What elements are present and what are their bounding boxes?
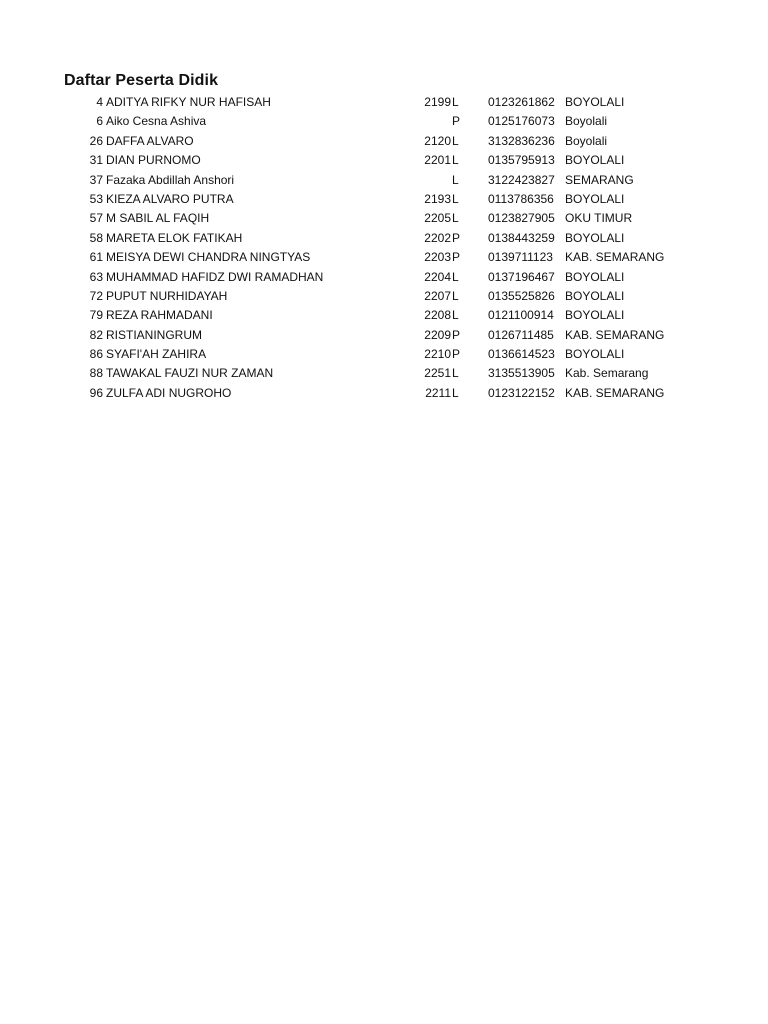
student-nisn: 3122423827: [488, 172, 555, 187]
student-nisn: 0123827905: [488, 211, 555, 226]
student-city: KAB. SEMARANG: [565, 250, 665, 265]
student-nis: 2209: [424, 327, 451, 342]
student-name: SYAFI'AH ZAHIRA: [106, 347, 207, 362]
student-gender: P: [452, 327, 461, 342]
student-nis: 2203: [424, 250, 451, 265]
student-name: DIAN PURNOMO: [106, 153, 201, 168]
student-number: 31: [89, 153, 103, 168]
student-nis: 2251: [424, 366, 451, 381]
table-row: [0, 326, 768, 345]
student-nis: 2207: [424, 288, 451, 303]
student-city: Kab. Semarang: [565, 366, 649, 381]
student-name: KIEZA ALVARO PUTRA: [106, 191, 234, 206]
student-nis: 2202: [424, 230, 451, 245]
student-number: 37: [89, 172, 103, 187]
student-name: ZULFA ADI NUGROHO: [106, 385, 232, 400]
student-nisn: 0138443259: [488, 230, 555, 245]
student-nis: 2210: [424, 347, 451, 362]
student-gender: L: [452, 385, 459, 400]
table-row: [0, 345, 768, 364]
table-row: [0, 132, 768, 151]
student-nisn: 0125176073: [488, 114, 555, 129]
student-name: RISTIANINGRUM: [106, 327, 202, 342]
student-nisn: 3135513905: [488, 366, 555, 381]
student-gender: P: [452, 250, 461, 265]
student-gender: P: [452, 230, 461, 245]
table-row: [0, 209, 768, 228]
student-city: Boyolali: [565, 114, 608, 129]
student-city: BOYOLALI: [565, 95, 625, 109]
student-number: 96: [89, 385, 103, 400]
student-nisn: 0139711123: [488, 250, 553, 265]
student-nis: 2211: [425, 385, 451, 400]
student-nis: 2201: [424, 153, 451, 168]
student-nisn: 0123261862: [488, 95, 555, 109]
student-gender: L: [452, 153, 459, 168]
student-city: OKU TIMUR: [565, 211, 633, 226]
table-row: [0, 112, 768, 131]
student-nis: 2205: [424, 211, 451, 226]
student-nis: 2199: [424, 95, 451, 109]
student-number: 88: [89, 366, 103, 381]
student-gender: L: [452, 211, 459, 226]
student-nisn: 3132836236: [488, 133, 555, 148]
student-name: DAFFA ALVARO: [106, 133, 194, 148]
student-name: MARETA ELOK FATIKAH: [106, 230, 243, 245]
student-city: BOYOLALI: [565, 288, 625, 303]
student-nisn: 0126711485: [488, 327, 554, 342]
student-city: SEMARANG: [565, 172, 634, 187]
student-number: 82: [89, 327, 103, 342]
student-number: 53: [89, 191, 103, 206]
table-row: [0, 287, 768, 306]
table-row: [0, 93, 768, 112]
student-number: 72: [89, 288, 103, 303]
student-name: PUPUT NURHIDAYAH: [106, 288, 228, 303]
student-gender: L: [452, 95, 459, 109]
student-number: 58: [89, 230, 103, 245]
student-gender: L: [452, 172, 459, 187]
student-number: 6: [96, 114, 103, 129]
student-gender: L: [452, 191, 459, 206]
student-number: 86: [89, 347, 103, 362]
student-city: BOYOLALI: [565, 191, 625, 206]
student-gender: L: [452, 288, 459, 303]
table-row: [0, 229, 768, 248]
student-gender: L: [452, 308, 459, 323]
student-name: TAWAKAL FAUZI NUR ZAMAN: [106, 366, 274, 381]
table-row: [0, 248, 768, 267]
student-list: [0, 93, 768, 403]
student-nisn: 0121100914: [488, 308, 554, 323]
student-name: MUHAMMAD HAFIDZ DWI RAMADHAN: [106, 269, 324, 284]
student-gender: L: [452, 366, 459, 381]
student-name: ADITYA RIFKY NUR HAFISAH: [106, 95, 271, 109]
table-row: [0, 268, 768, 287]
student-number: 26: [89, 133, 103, 148]
student-number: 79: [89, 308, 103, 323]
student-nis: 2204: [424, 269, 451, 284]
student-city: Boyolali: [565, 133, 608, 148]
student-nisn: 0113786356: [488, 191, 554, 206]
student-name: Fazaka Abdillah Anshori: [106, 172, 235, 187]
student-number: 57: [89, 211, 103, 226]
student-name: REZA RAHMADANI: [106, 308, 213, 323]
table-row: [0, 190, 768, 209]
student-nisn: 0135795913: [488, 153, 555, 168]
student-nisn: 0135525826: [488, 288, 555, 303]
student-nis: 2208: [424, 308, 451, 323]
student-city: BOYOLALI: [565, 153, 625, 168]
table-row: [0, 384, 768, 403]
student-name: M SABIL AL FAQIH: [106, 211, 210, 226]
table-row: [0, 171, 768, 190]
student-nisn: 0123122152: [488, 385, 555, 400]
table-row: [0, 306, 768, 325]
page-title: Daftar Peserta Didik: [64, 72, 219, 89]
student-gender: P: [452, 114, 461, 129]
student-city: KAB. SEMARANG: [565, 327, 665, 342]
student-number: 4: [96, 95, 103, 109]
student-name: MEISYA DEWI CHANDRA NINGTYAS: [106, 250, 311, 265]
student-nisn: 0136614523: [488, 347, 555, 362]
student-city: BOYOLALI: [565, 347, 625, 362]
table-row: [0, 151, 768, 170]
student-city: BOYOLALI: [565, 308, 625, 323]
student-city: KAB. SEMARANG: [565, 385, 665, 400]
student-gender: L: [452, 269, 459, 284]
student-nis: 2193: [424, 191, 451, 206]
table-row: [0, 364, 768, 383]
student-gender: L: [452, 133, 459, 148]
student-name: Aiko Cesna Ashiva: [106, 114, 207, 129]
student-number: 61: [89, 250, 103, 265]
student-city: BOYOLALI: [565, 230, 625, 245]
student-nis: 2120: [424, 133, 451, 148]
student-nisn: 0137196467: [488, 269, 555, 284]
student-gender: P: [452, 347, 461, 362]
student-number: 63: [89, 269, 103, 284]
student-city: BOYOLALI: [565, 269, 625, 284]
